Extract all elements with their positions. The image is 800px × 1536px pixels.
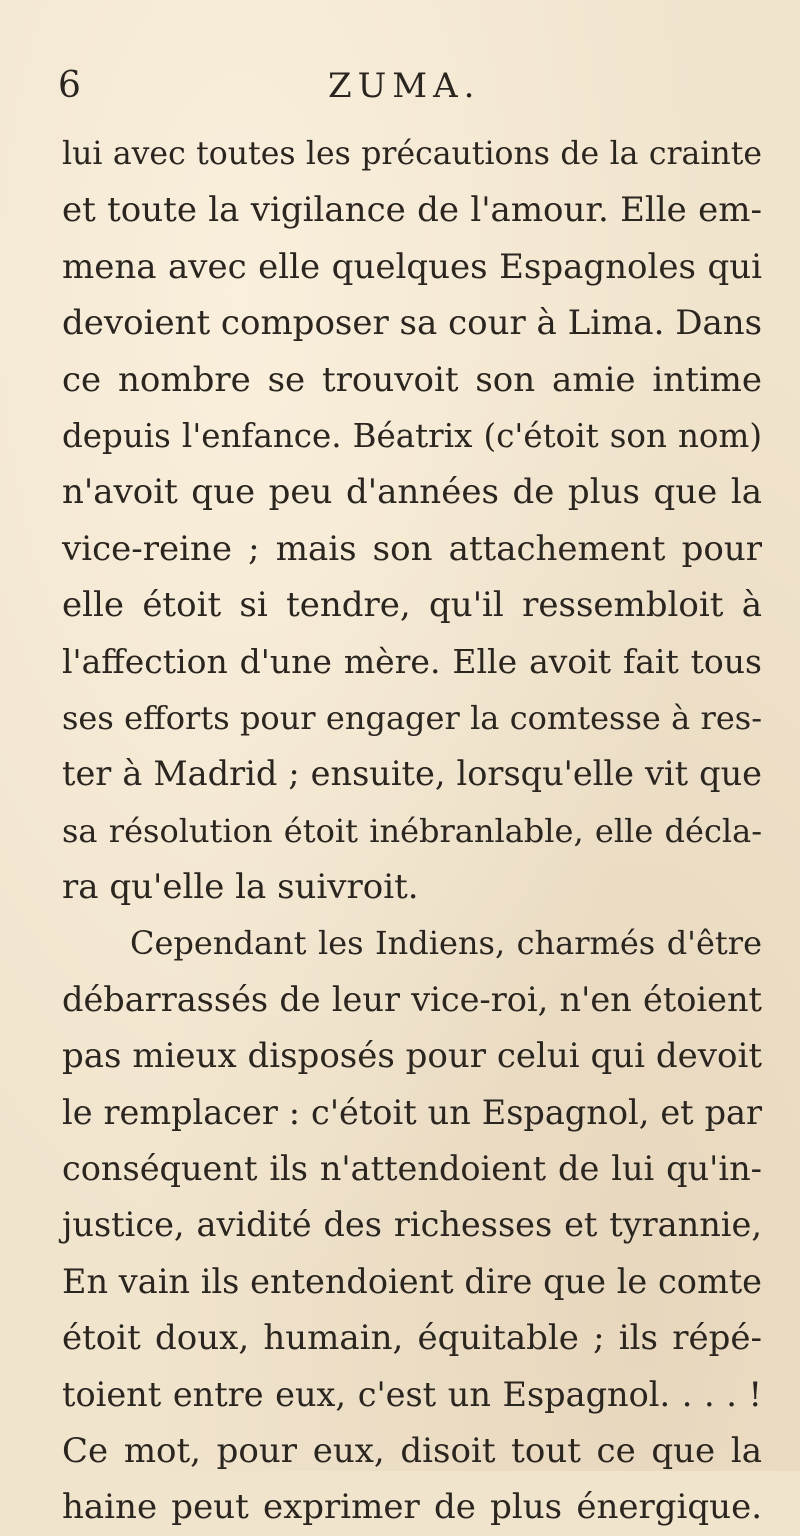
text-line: mena avec elle quelques Espagnoles qui — [62, 246, 762, 287]
text-line: haine peut exprimer de plus énergique. — [62, 1487, 762, 1528]
text-line: lui avec toutes les précautions de la crainte — [62, 136, 762, 172]
text-line: devoient composer sa cour à Lima. Dans — [62, 303, 763, 344]
text-line: pas mieux disposés pour celui qui devoit — [62, 1036, 762, 1077]
text-line: ce nombre se trouvoit son amie intime — [62, 359, 762, 400]
body-text — [62, 126, 762, 1536]
text-line: Ce mot, pour eux, disoit tout ce que la — [62, 1430, 762, 1471]
text-line: ses efforts pour engager la comtesse à res- — [62, 698, 762, 737]
text-line: toient entre eux, c'est un Espagnol. . . . ! — [62, 1374, 762, 1414]
text-line: conséquent ils n'attendoient de lui qu'in- — [62, 1149, 762, 1189]
text-line: depuis l'enfance. Béatrix (c'étoit son nom) — [62, 416, 762, 455]
text-line: justice, avidité des richesses et tyrannie, — [62, 1205, 762, 1245]
text-line: n'avoit que peu d'années de plus que la — [62, 472, 762, 513]
paragraph-start-line: Cependant les Indiens, charmés d'être — [130, 924, 762, 963]
page-number: 6 — [58, 65, 81, 106]
text-line: elle étoit si tendre, qu'il ressembloit à — [62, 585, 762, 626]
page-header — [58, 56, 758, 116]
text-line: sa résolution étoit inébranlable, elle décla- — [62, 811, 762, 850]
running-head: ZUMA. — [328, 66, 481, 106]
text-line: En vain ils entendoient dire que le comte — [62, 1261, 762, 1301]
text-line: l'affection d'une mère. Elle avoit fait tous — [62, 641, 762, 681]
text-line: le remplacer : c'étoit un Espagnol, et par — [62, 1092, 762, 1132]
text-line: étoit doux, humain, équitable ; ils répé- — [62, 1318, 762, 1359]
text-line: et toute la vigilance de l'amour. Elle em- — [62, 190, 762, 231]
paragraph-end-line: ra qu'elle la suivroit. — [62, 867, 419, 908]
text-line: débarrassés de leur vice-roi, n'en étoient — [62, 979, 762, 1019]
text-line: ter à Madrid ; ensuite, lorsqu'elle vit que — [62, 754, 762, 794]
text-line: vice-reine ; mais son attachement pour — [62, 528, 762, 569]
